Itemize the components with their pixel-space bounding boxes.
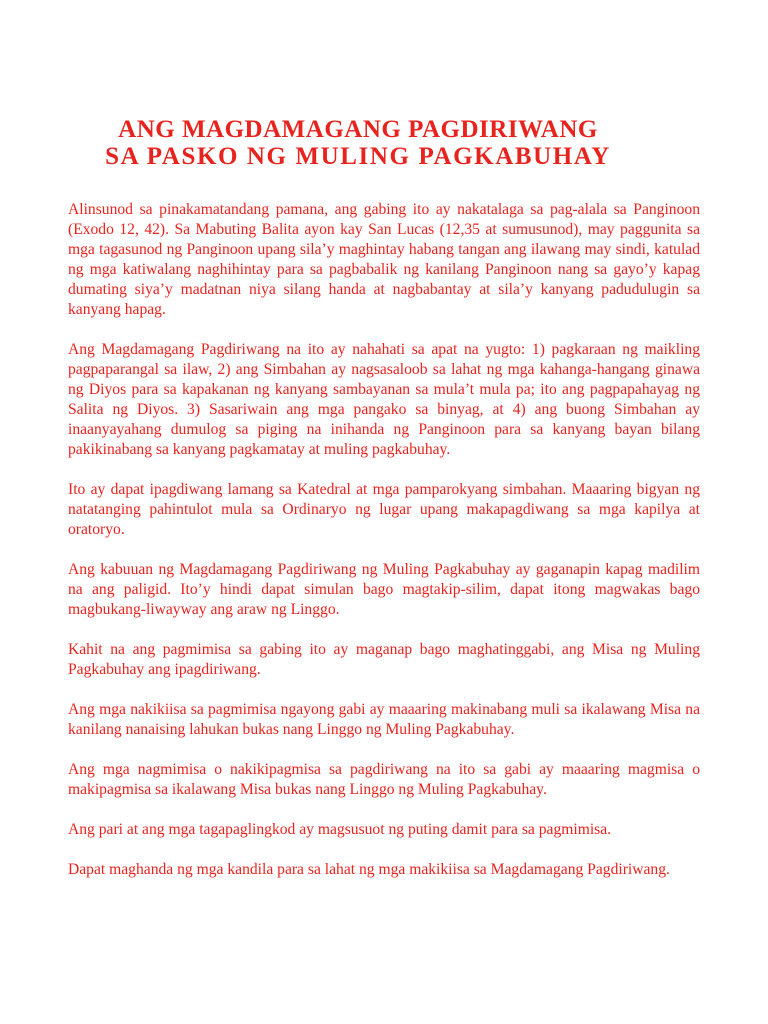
title-line-2: SA PASKO NG MULING PAGKABUHAY (105, 143, 611, 170)
document-title (0, 116, 716, 170)
paragraph-2: Ang Magdamagang Pagdiriwang na ito ay nahahati sa apat na yugto: 1) pagkaraan ng maikling pagpaparangal sa ilaw, 2) ang Simbahan ay nagsasaloob sa lahat ng mga kahanga-hangang ginawa ng Diyos para sa kapakanan ng kanyang sambayanan sa mula’t mula pa; ito ang pagpapahayag ng Salita ng Diyos. 3) Sasariwain ang mga pangako sa binyag, at 4) ang buong Simbahan ay inaanyayahang dumulog sa piging na inihanda ng Panginoon para sa kanyang bayan bilang pakikinabang sa kanyang pagkamatay at muling pagkabuhay. (68, 341, 700, 458)
title-line-1: ANG MAGDAMAGANG PAGDIRIWANG (118, 116, 598, 143)
paragraph-3: Ito ay dapat ipagdiwang lamang sa Katedral at mga pamparokyang simbahan. Maaaring bigyan ng natatanging pahintulot mula sa Ordinaryo ng lugar upang makapagdiwang sa mga kapilya at oratoryo. (68, 481, 700, 538)
paragraph-5: Kahit na ang pagmimisa sa gabing ito ay maganap bago maghatinggabi, ang Misa ng Muling Pagkabuhay ang ipagdiriwang. (68, 641, 700, 678)
document-body (68, 200, 700, 900)
paragraph-8: Ang pari at ang mga tagapaglingkod ay magsusuot ng puting damit para sa pagmimisa. (68, 821, 612, 838)
paragraph-1: Alinsunod sa pinakamatandang pamana, ang gabing ito ay nakatalaga sa pag-alala sa Panginoon (Exodo 12, 42). Sa Mabuting Balita ayon kay San Lucas (12,35 at sumusunod), may paggunita sa mga tagasunod ng Panginoon upang sila’y maghintay habang tangan ang ilawang may sindi, katulad ng mga katiwalang naghihintay para sa pagbabalik ng kanilang Panginoon nang sa gayo’y kapag dumating siya’y madatnan niya silang handa at nagbabantay at sila’y kanyang padudulugin sa kanyang hapag. (68, 201, 700, 318)
paragraph-7: Ang mga nagmimisa o nakikipagmisa sa pagdiriwang na ito sa gabi ay maaaring magmisa o makipagmisa sa ikalawang Misa bukas nang Linggo ng Muling Pagkabuhay. (68, 761, 700, 798)
paragraph-9: Dapat maghanda ng mga kandila para sa lahat ng mga makikiisa sa Magdamagang Pagdiriwang. (68, 861, 670, 878)
paragraph-6: Ang mga nakikiisa sa pagmimisa ngayong gabi ay maaaring makinabang muli sa ikalawang Misa na kanilang nanaising lahukan bukas nang Linggo ng Muling Pagkabuhay. (68, 701, 700, 738)
paragraph-4: Ang kabuuan ng Magdamagang Pagdiriwang ng Muling Pagkabuhay ay gaganapin kapag madilim na ang paligid. Ito’y hindi dapat simulan bago magtakip-silim, dapat itong magwakas bago magbukang-liwayway ang araw ng Linggo. (68, 561, 700, 618)
